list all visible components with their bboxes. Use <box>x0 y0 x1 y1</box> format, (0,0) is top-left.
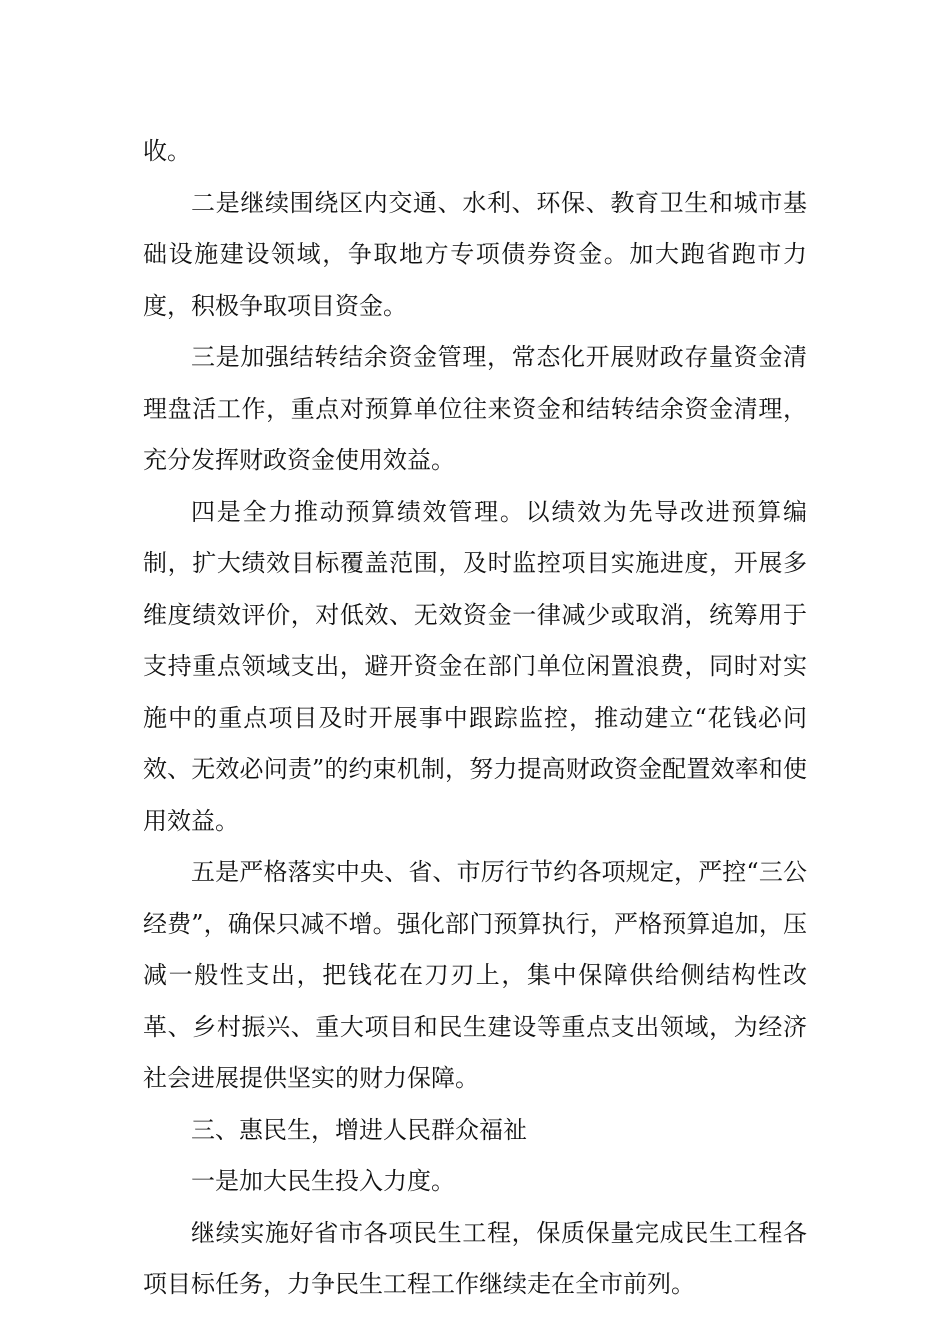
paragraph-7: 继续实施好省市各项民生工程，保质保量完成民生工程各项目标任务，力争民生工程工作继续走在全市前列。 <box>143 1218 807 1298</box>
paragraph-2: 二是继续围绕区内交通、水利、环保、教育卫生和城市基础设施建设领域，争取地方专项债券资金。加大跑省跑市力度，积极争取项目资金。 <box>143 188 807 320</box>
paragraph-5: 五是严格落实中央、省、市厉行节约各项规定，严控“三公经费”，确保只减不增。强化部门预算执行，严格预算追加，压减一般性支出，把钱花在刀刃上，集中保障供给侧结构性改革、乡村振兴、重大项目和民生建设等重点支出领域，为经济社会进展提供坚实的财力保障。 <box>143 858 807 1092</box>
paragraph-1: 收。 <box>143 137 191 165</box>
section-heading: 三、惠民生，增进人民群众福祉 <box>191 1115 527 1144</box>
document-page <box>143 126 807 1311</box>
paragraph-4: 四是全力推动预算绩效管理。以绩效为先导改进预算编制，扩大绩效目标覆盖范围，及时监控项目实施进度，开展多维度绩效评价，对低效、无效资金一律减少或取消，统筹用于支持重点领域支出，避开资金在部门单位闲置浪费，同时对实施中的重点项目及时开展事中跟踪监控，推动建立“花钱必问效、无效必问责”的约束机制，努力提高财政资金配置效率和使用效益。 <box>143 497 807 835</box>
paragraph-3: 三是加强结转结余资金管理，常态化开展财政存量资金清理盘活工作，重点对预算单位往来资金和结转结余资金清理，充分发挥财政资金使用效益。 <box>143 343 807 474</box>
paragraph-6: 一是加大民生投入力度。 <box>191 1167 455 1195</box>
